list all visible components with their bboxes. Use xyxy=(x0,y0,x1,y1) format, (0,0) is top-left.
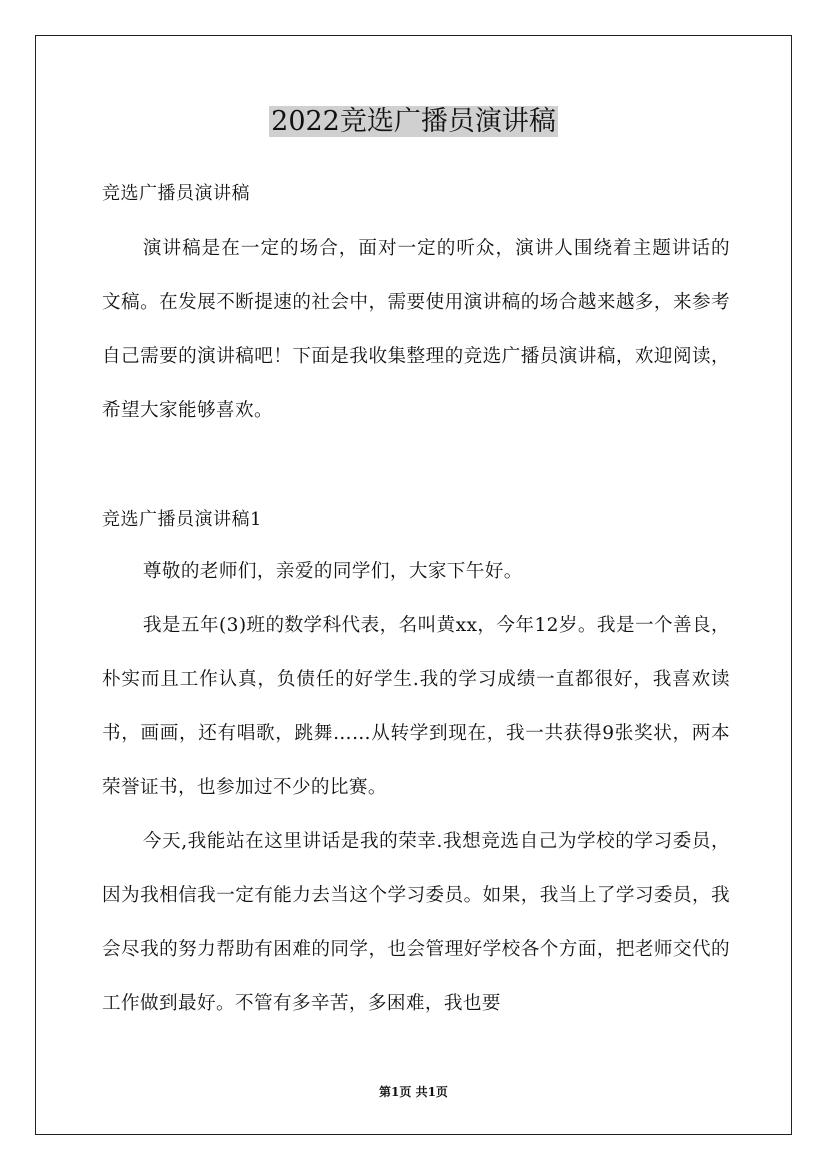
document-title xyxy=(0,102,827,142)
section-heading: 竞选广播员演讲稿1 xyxy=(102,509,262,530)
intro-heading: 竞选广播员演讲稿 xyxy=(102,183,250,204)
document-title-text: 2022竞选广播员演讲稿 xyxy=(271,106,556,137)
body-paragraph-introduction: 我是五年(3)班的数学科代表，名叫黄xx，今年12岁。我是一个善良，朴实而且工作认真，负债任的好学生.我的学习成绩一直都很好，我喜欢读书，画画，还有唱歌，跳舞……从转学到现在，我一共获得9张奖状，两本荣誉证书，也参加过不少的比赛。 xyxy=(102,615,730,798)
body-paragraph-greeting: 尊敬的老师们，亲爱的同学们，大家下午好。 xyxy=(142,561,523,582)
intro-paragraph: 演讲稿是在一定的场合，面对一定的听众，演讲人围绕着主题讲话的文稿。在发展不断提速的社会中，需要使用演讲稿的场合越来越多，来参考自己需要的演讲稿吧！下面是我收集整理的竞选广播员演讲稿，欢迎阅读，希望大家能够喜欢。 xyxy=(102,238,730,421)
page-number-label: 第1页 共1页 xyxy=(379,1085,448,1099)
body-paragraph-candidacy: 今天,我能站在这里讲话是我的荣幸.我想竞选自己为学校的学习委员，因为我相信我一定有能力去当这个学习委员。如果，我当上了学习委员，我会尽我的努力帮助有困难的同学，也会管理好学校各个方面，把老师交代的工作做到最好。不管有多辛苦，多困难，我也要 xyxy=(102,831,730,1014)
page-footer xyxy=(0,1084,827,1100)
